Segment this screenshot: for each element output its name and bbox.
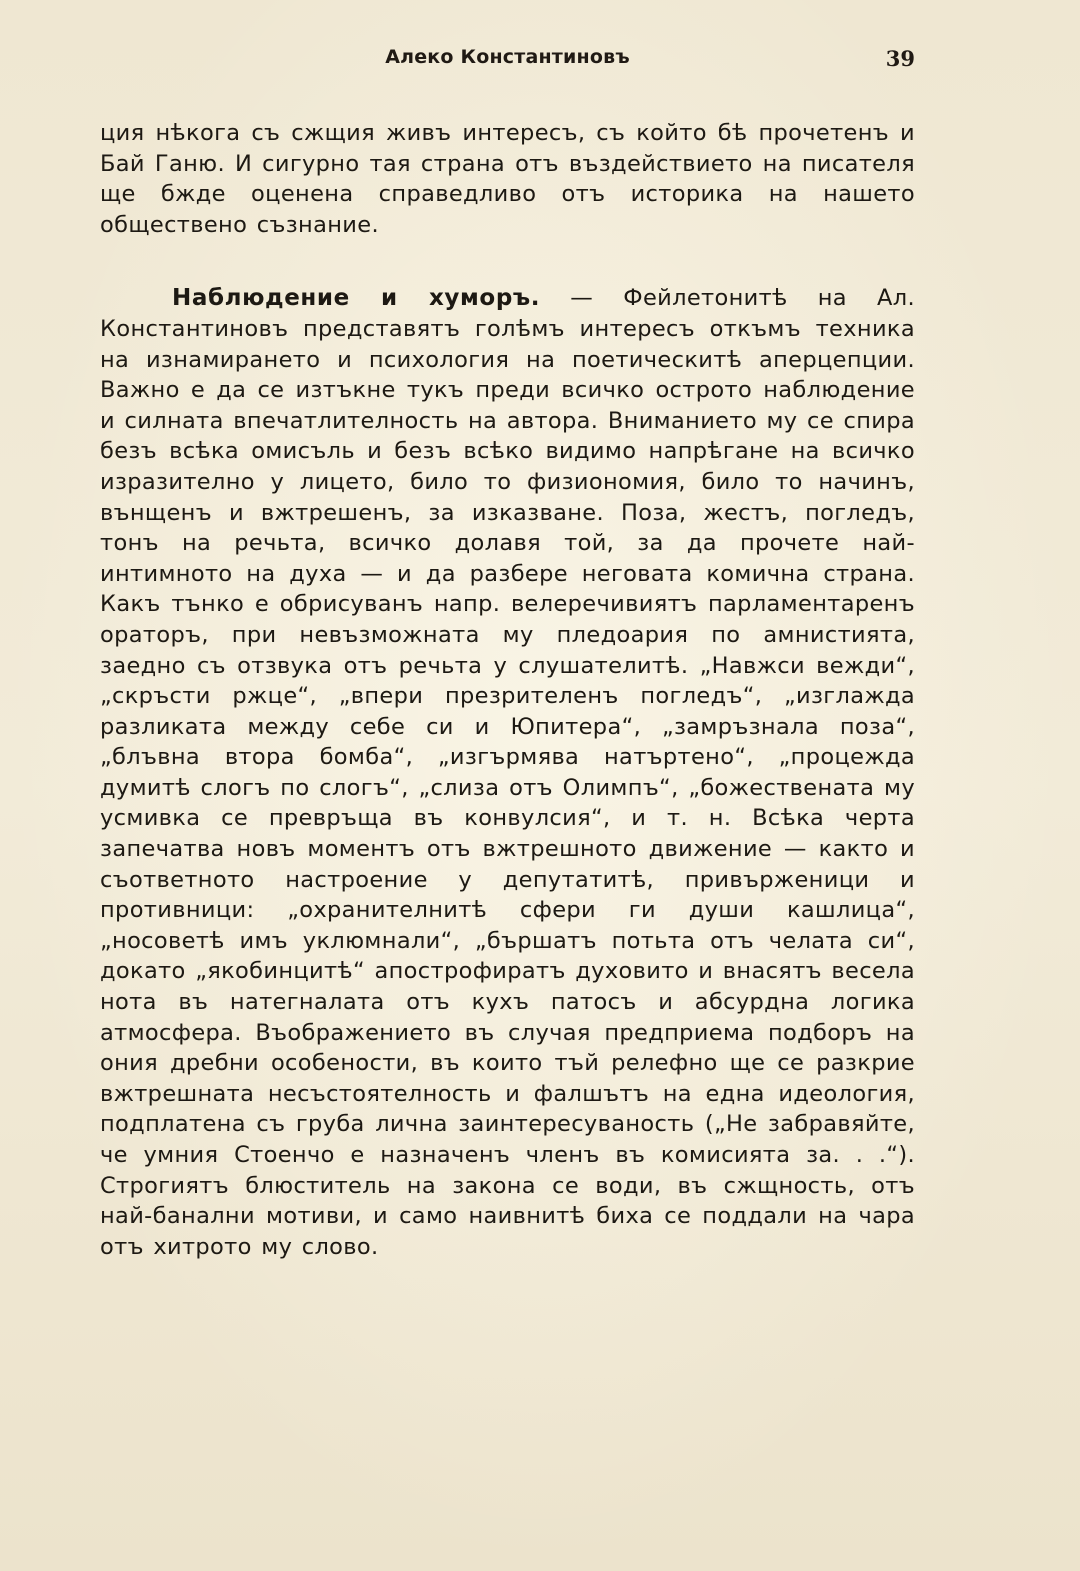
- paragraph-text: — Фейлетонитѣ на Ал. Константиновъ представятъ голѣмъ интересъ откъмъ техника на изнамирането и психология на поетическитѣ аперцепции. Важно е да се изтъкне тукъ преди всичко острото наблюдение и силната впечатлителность на автора. Вниманието му се спира безъ всѣка омисъль и безъ всѣко видимо напрѣгане на всичко изразително у лицето, било то физиономия, било то начинъ, вънщенъ и вжтрешенъ, за изказване. Поза, жестъ, погледъ, тонъ на речьта, всичко долавя той, за да прочете най-интимното на духа — и да разбере неговата комична страна. Какъ тънко е обрисуванъ напр. велеречивиятъ парламентаренъ ораторъ, при невъзможната му пледоария по амнистията, заедно съ отзвука отъ речьта у слушателитѣ. „Навжси вежди“, „скръсти ржце“, „впери презрителенъ погледъ“, „изглажда разликата между себе си и Юпитера“, „замръзнала поза“, „блъвна втора бомба“, „изгърмява натъртено“, „процежда думитѣ слогъ по слогъ“, „слиза отъ Олимпъ“, „божествената му усмивка се превръща въ конвулсия“, и т. н. Всѣка черта запечатва новъ моментъ отъ вжтрешното движение — както и съответното настроение у депутатитѣ, привърженици и противници: „охранителнитѣ сфери ги души кашлица“, „носоветѣ имъ уклюмнали“, „бършатъ потьта отъ челата си“, докато „якобинцитѣ“ апострофиратъ духовито и внасятъ весела нота въ натегналата отъ кухъ патосъ и абсурдна логика атмосфера. Въображението въ случая предприема подборъ на ония дребни особености, въ които тъй релефно ще се разкрие вжтрешната несъстоятелность и фалшътъ на една идеология, подплатена съ груба лична заинтересуваность („Не забравяйте, че умния Стоенчо е назначенъ членъ въ комисията за. . .“). Строгиятъ блюститель на закона се води, въ сжщность, отъ най-банални мотиви, и само наивнитѣ биха се поддали на чара отъ хитрото му слово.: [100, 285, 916, 1260]
- paragraph-text: ция нѣкога съ сжщия живъ интересъ, съ който бѣ прочетенъ и Бай Ганю. И сигурно тая страна отъ въздействието на писателя ще бжде оценена справедливо отъ историка на нашето обществено съзнание.: [100, 120, 915, 238]
- paragraph-observation-humor: [100, 283, 915, 1262]
- running-head: Алеко Константиновъ: [385, 46, 630, 68]
- section-lead-heading: Наблюдение и хуморъ.: [172, 285, 541, 312]
- paragraph-continuation: [100, 118, 915, 240]
- page-header: [100, 46, 915, 76]
- body-text: [100, 118, 915, 1262]
- page-number: 39: [885, 46, 915, 71]
